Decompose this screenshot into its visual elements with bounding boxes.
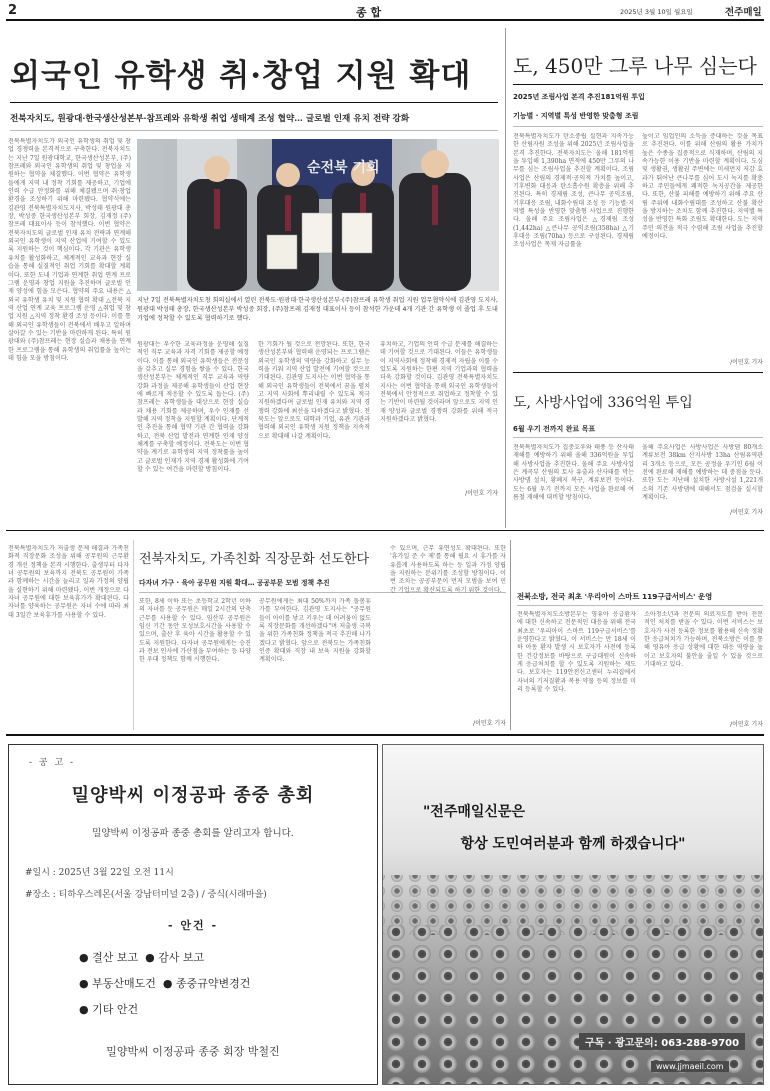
main-article-col1: 전북특별자치도가 외국인 유학생의 취업 및 창업 경쟁력을 본격적으로 구축한다. 전북자치도는 지난 7일 원광대학교, 한국생산성본부, (주)참프레와 외국인 유학생의 취업 및 창업을 지원하는 협약을 체결했다. 이번 협약은 유학생들에게 지역 내 정착 기회를 제공하고, 기업에 인력 수급 안정화를 위해 체결됐으며 취·창업 환경을 조성하기 위해 마련됐다. 협약식에는 김관영 전북특별자치도지사, 박성태 원광대 총장, 박성중 한국생산성본부 회장, 김재정 (주)참프레 대표이사 등이 참석했다. 이번 협약은 전북자치도의 글로벌 인재 유치 전략과 연계해 외국인 유학생이 지역 산업에 기여할 수 있도록 지원하는 것이 핵심이다. 각 기관은 유학생 유치를 활성화하고, 체계적인 교육과 현장 실습을 통해 실질적인 취업 기회를 확대할 계획이다. 또한 도내 기업과 연계한 취업 연계 프로그램 운영과 창업 지원을 추진하며 글로벌 인재 양성에 힘을 모은다. 협약의 주요 내용은 △외국 유학생 유치 및 지원 협력 확대 △전북 지역 산업 연계 교육 프로그램 운영 △취업 및 창업 지원 △지역 정착 환경 조성 등이다. 이를 통해 외국인 유학생들이 전북에서 배우고 일하며 살아갈 수 있는 기반을 마련하게 된다. 특히 원광대와 (주)참프레는 현장 실습과 채용을 연계한 프로그램을 통해 유학생의 취업률을 높이는 데 힘을 모을 방침이다. [8,138,131,362]
family-col3: 수 있으며, 근무 유연성도 확대된다. 또한 '휴가일 준 수 제'를 통해 필요 시 휴가를 자유롭게 사용하도록 하는 등 일과 가정 양립을 지원하는 분위기를 조성할 방침이다. 이번 조치는 공공부문이 먼저 모범을 보여 민간 기업으로 확산되도록 하기 위한 것이다. [390,545,506,594]
notice-place: #장소 : 티하우스레몬(서울 강남터미널 2층) / 중식(시래마을) [25,890,267,900]
welfare-headline: 도, 사방사업에 336억원 투입 [513,395,693,411]
promo-contact: 구독 · 광고문의: 063-288-9700 [579,1033,745,1050]
main-article-col3: 한 기회가 될 것으로 전망된다. 또한, 한국생산성본부와 협력해 운영되는 프로그램은 외국인 유학생의 역량을 강화하고 실무 능력을 키워 지역 산업 발전에 기여할 것으로 기대된다. 김관영 도지사는 이번 협약을 통해 외국인 유학생들이 전북에서 꿈을 펼치고 지역 사회에 뿌리내릴 수 있도록 적극 지원하겠다며 글로벌 인재 유치와 지역 경쟁력 강화에 최선을 다하겠다고 밝혔다. 전북도는 앞으로도 대학과 기업, 유관 기관과 협력해 외국인 유학생 지원 정책을 지속적으로 확대해 나갈 계획이다. [258,341,370,440]
main-article-col4: 유치하고, 기업의 인력 수급 문제를 해결하는 데 기여할 것으로 기대된다. 이들은 유학생들이 지역사회에 정착해 경제적 자립을 이룰 수 있도록 지원하는 한편 지역 기업과의 협력을 더욱 강화할 것이다. 김관영 전북특별자치도지사는 이번 협약을 통해 외국인 유학생들이 전북에서 안정적으로 취업하고 정착할 수 있는 기반이 마련될 것이라며 앞으로도 지역 인재 양성과 글로벌 경쟁력 강화를 위해 적극 지원하겠다고 밝혔다. [380,341,498,424]
fire-col2: 소아청소년과 전문의 의료지도를 받아 전문적인 처치를 받을 수 있다. 이번 서비스는 보호자가 사전 등록한 정보를 활용해 신속 정확한 응급처치가 가능하며, 전북소방은 이를 통해 영유아 응급 상황에 대한 대응 역량을 높이고 보호자의 불안을 줄일 수 있을 것으로 기대하고 있다. [644,611,763,669]
notice-label: - 공 고 - [29,758,76,768]
family-col2: 공무원에게는 최대 50%까지 가족 돌봄휴가를 부여한다. 김관영 도지사는 "공무원들이 아이를 낳고 키우는 데 어려움이 없도록 직장문화를 개선하겠다"며 저출생 극복을 위한 가족친화 정책을 적극 추진해 나가겠다고 밝혔다. 앞으로 전북도는 가족친화 인증 확대와 직장 내 보육 지원을 강화할 계획이다. [259,598,371,664]
family-byline: /이민호 기자 [473,720,506,727]
trees-col2: 높이고 임업인의 소득을 증대하는 것을 목표로 추진된다. 이를 위해 산림의 활용 가치가 높은 수종을 집중적으로 식재하며, 산림의 지속가능한 이용 기반을 마련할 계획이다. 도심 및 생활권, 생활권 주변에는 미세먼지 저감 효과가 뛰어난 큰나무를 심어 도시 녹지를 확충하고 주민들에게 쾌적한 녹지공간을 제공한다. 또한, 산불 피해를 예방하기 위해 주요 산림 주위에 내화수림대를 조성하고 산불 확산을 방지하는 조치도 함께 추진한다. 지역별 특성을 반영한 특화 조림도 확대한다. 도는 지역주민 의견을 적극 수렴해 조림 사업을 추진할 예정이다. [642,133,763,241]
masthead [0,0,770,20]
family-headline: 전북자치도, 가족친화 직장문화 선도한다 [139,552,370,567]
fire-headline-rule [517,605,763,606]
promo-url[interactable]: www.jjmaeil.com [651,1061,729,1072]
trees-headline-rule [513,84,763,85]
family-left-col: 전북특별자치도가 저출생 문제 해결과 가족친화적 직장문화 조성을 위해 공무원의 근무환경 개선 정책을 본격 시행한다. 출생부터 다자녀 공무원의 보육까지 전북도 공무원이 가족과 함께하는 시간을 늘리고 일과 가정의 양립을 실현하기 위해 마련됐다. 이번 개정으로 다자녀 공무원에 대한 보육휴가가 확대된다. 다자녀를 양육하는 공무원은 자녀 수에 따라 최대 3일간 보육휴가를 사용할 수 있다. [8,545,129,619]
trees-byline: /이민호 기자 [730,359,763,366]
notice-intro: 밀양박씨 이정공파 종중 총회를 알리고자 합니다. [92,828,294,839]
column-divider-fire [510,540,511,730]
welfare-col1: 전북특별자치도가 집중호우와 태풍 등 산사태 재해를 예방하기 위해 올해 336억원을 투입해 사방사업을 추진한다. 올해 주요 사방사업은 계곡부 산림의 토사 유출과 산사태를 막는 사방댐 설치, 황폐지 복구, 계류보전 등이다. 도는 6월 우기 전까지 모든 사업을 완료해 여름철 재해에 대비할 방침이다. [513,444,634,502]
trees-subhead-1: 2025년 조림사업 본격 추진181억원 투입 [513,93,645,101]
paper-promo-ad [382,744,764,1085]
family-subhead: 다자녀 가구 · 육아 공무원 지원 확대… 공공부문 모범 정책 추진 [139,579,330,587]
trees-article-headline: 도, 450만 그루 나무 심는다 [513,54,757,78]
promo-quote-line1: "전주매일신문은 [423,804,525,820]
page-number: 2 [8,3,18,18]
trees-subhead-2: 기능별 · 지역별 특성 반영한 맞춤형 조림 [513,112,639,120]
main-subhead-rule [10,130,498,131]
masthead-rule [6,19,764,21]
welfare-byline: /이민호 기자 [730,509,763,516]
trees-col1: 전북특별자치도가 탄소중립 실현과 지속가능한 산림자원 조성을 위해 2025년 조림사업을 본격 추진한다. 전북자치도는 올해 181억원을 투입해 1,390ha 면적에 450만 그루의 나무를 심는 조림사업을 추진할 계획이다. 조림사업은 산림의 경제적·공익적 가치를 높이고, 기후변화 대응과 탄소흡수원 확충을 위해 추진된다. 특히 경제림 조성, 큰나무 공익조림, 기후대응 조림, 내화수림대 조성 등 기능별·지역별 특성을 반영한 맞춤형 사업으로 진행한다. 올해 주요 조림사업은 △경제림 조성(1,442ha) △큰나무 공익조림(358ha) △기후대응 조림(70ha) 등으로 구성된다. 경제림 조성사업은 목재 자급률을 [513,133,634,249]
notice-agenda-title: - 안건 - [167,919,219,932]
main-article-headline: 외국인 유학생 취·창업 지원 확대 [10,58,472,94]
paper-name: 전주매일 [725,7,762,18]
notice-agenda-item-1: ● 결산 보고 ● 감사 보고 [79,951,205,964]
notice-agenda-item-2: ● 부동산매도건 ● 종중규약변경건 [79,977,251,990]
main-article-photo [137,139,499,291]
promo-quote-line2: 항상 도민여러분과 함께 하겠습니다" [460,836,686,852]
notice-signature: 밀양박씨 이정공파 종중 회장 박철진 [106,1045,280,1058]
main-headline-rule [10,102,498,103]
notice-ad [8,744,378,1085]
column-divider-family [133,540,134,730]
family-col1: 또한, 8세 이하 또는 초등학교 2학년 이하의 자녀를 둔 공무원은 매일 2시간의 단축근무를 사용할 수 있다. 임산부 공무원은 임신 기간 동안 모성보호시간을 사용할 수 있으며, 출산 후 육아 시간을 활용할 수 있도록 지원한다. 다자녀 공무원에게는 승진과 전보 인사에 가산점을 부여하는 등 다양한 우대 정책도 함께 시행한다. [139,598,251,664]
welfare-top-rule [513,372,763,373]
fire-headline: 전북소방, 전국 최초 '우리아이 스마트 119구급서비스' 운영 [517,592,713,601]
photo-banner-text: 순전북 기회 [307,160,380,176]
notice-agenda-item-3: ● 기타 안건 [79,1003,139,1016]
fire-byline: /이민호 기자 [730,721,763,728]
welfare-subhead: 6월 우기 전까지 완료 목표 [513,425,596,433]
trees-subhead-rule [513,126,763,127]
column-divider-main [505,28,506,528]
main-article-byline: /이민호 기자 [465,490,498,497]
welfare-subhead-rule [513,437,763,438]
notice-title: 밀양박씨 이정공파 종중 총회 [71,785,315,806]
main-photo-caption: 지난 7일 전북특별자치도청 회의실에서 열린 전북도·원광대·한국생산성본부·(주)참프레 유학생 취업 지원 업무협약식에 김관영 도지사, 원광대 박성태 총장, 한국생산성본부 박성중 회장, (주)참프레 김재정 대표이사 등이 참석한 가운데 4개 기관 간 유학생 이 졸업 후 도내 기업에 정착할 수 있도록 협력하기로 했다. [137,297,499,323]
main-article-col2: 원광대는 우수한 교육과정을 운영해 실질적인 직무 교육과 자격 기회를 제공할 예정이다. 이를 통해 외국인 유학생들은 전문성을 갖추고 실무 경험을 쌓을 수 있다. 한국생산성본부는 체계적인 직무 교육과 역량 강화 과정을 제공해 유학생들이 산업 현장에 빠르게 적응할 수 있도록 돕는다. (주)참프레는 유학생들을 대상으로 현장 실습과 채용 기회를 제공하며, 우수 인재를 선발해 지역 정착을 지원할 계획이다. 단계적인 추진을 통해 협약 기관 간 협력을 강화하고, 전북 산업 발전과 연계한 인재 양성 체계를 구축할 예정이다. 전북도는 이번 협약을 계기로 유학생의 지역 정착률을 높이고 글로벌 인재가 지역 경제 활성화에 기여할 수 있는 여건을 마련할 방침이다. [137,341,249,474]
section-rule-middle [6,530,764,531]
welfare-col2: 올해 주요사업은 사방사업은 사방댐 80개소 계류보전 38km 산지사방 13ha 산림유역관리 3개소 등으로, 모든 공정을 우기인 6월 이전에 완료해 재해를 예방하는 데 중점을 둔다. 또한 도는 지난해 설치한 사방시설 1,221개소의 기존 사방댐에 대해서도 점검을 실시할 계획이다. [642,444,763,502]
main-article-subhead: 전북자치도, 원광대·한국생산성본부·참프레와 유학생 취업 생태계 조성 협약… 글로벌 인재 유치 전략 강화 [10,114,410,124]
issue-date: 2025년 3월 10일 월요일 [620,8,693,16]
section-name: 종 합 [356,6,382,19]
section-rule-ads [6,734,764,736]
notice-datetime: #일시 : 2025년 3월 22일 오전 11시 [25,868,174,878]
fire-col1: 전북특별자치도소방본부는 영유아 응급환자에 대한 신속하고 전문적인 대응을 위해 전국 최초로 '우리아이 스마트 119구급서비스'를 운영한다고 밝혔다. 이 서비스는 만 18세 이하 아동 환자 발생 시 보호자가 사전에 등록한 건강정보를 바탕으로 구급대원이 신속하게 응급처치를 할 수 있도록 지원하는 제도다. 보호자는 119안전신고센터 누리집에서 자녀의 기저질환과 복용 약물 등의 정보를 미리 등록할 수 있다. [517,611,636,694]
